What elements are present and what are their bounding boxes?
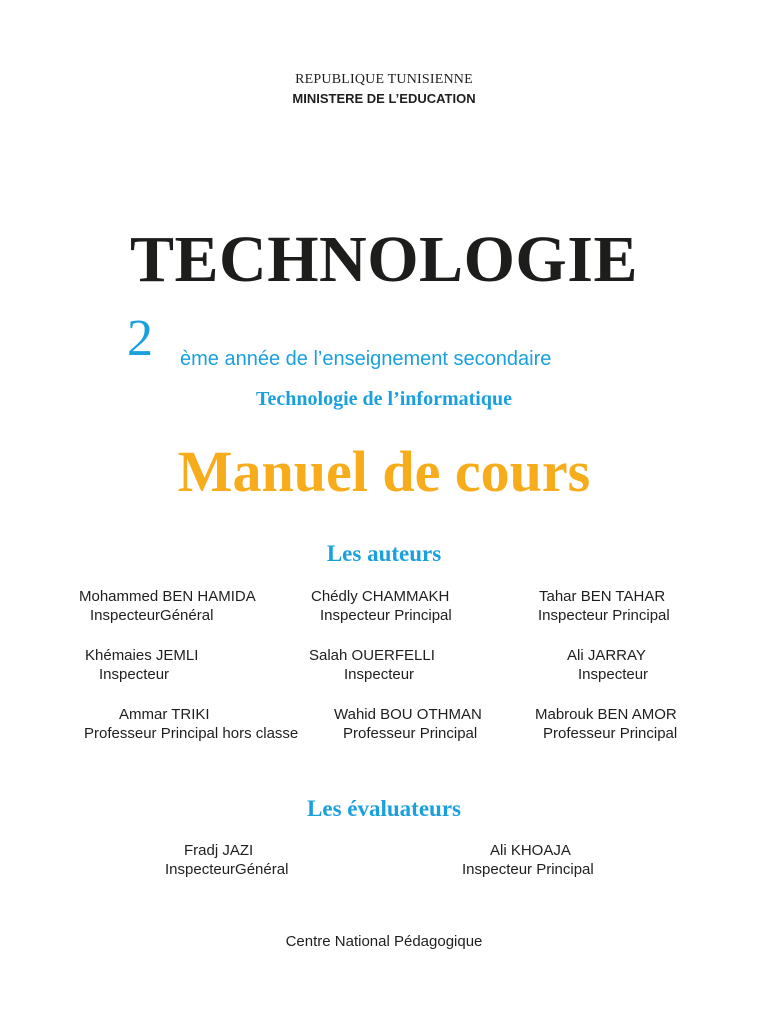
specialty-label: Technologie de l’informatique — [256, 388, 512, 410]
manual-title: Manuel de cours — [177, 439, 591, 504]
country-label: REPUBLIQUE TUNISIENNE — [295, 72, 473, 87]
evaluator-name: Ali KHOAJA — [490, 842, 571, 859]
evaluator-name: Fradj JAZI — [184, 842, 254, 859]
author-name: Khémaies JEMLI — [85, 647, 199, 664]
author-name: Salah OUERFELLI — [309, 647, 435, 664]
author-role: Inspecteur — [99, 666, 170, 683]
author-entry — [334, 705, 482, 743]
author-entry — [309, 646, 435, 684]
author-entry — [85, 646, 198, 684]
author-entry — [538, 587, 670, 625]
authors-heading: Les auteurs — [326, 541, 442, 566]
author-name: Ali JARRAY — [567, 647, 646, 664]
author-role: Professeur Principal — [343, 725, 478, 742]
book-title: TECHNOLOGIE — [130, 223, 638, 296]
ministry-label: MINISTERE DE L’EDUCATION — [292, 91, 476, 106]
author-entry — [84, 705, 298, 743]
grade-number: 2 — [127, 310, 153, 367]
author-role: Inspecteur Principal — [538, 607, 670, 624]
author-name: Tahar BEN TAHAR — [539, 588, 666, 605]
author-name: Ammar TRIKI — [119, 706, 210, 723]
publisher-label: Centre National Pédagogique — [285, 933, 483, 950]
author-role: Inspecteur — [344, 666, 415, 683]
author-entry — [535, 705, 677, 743]
author-name: Chédly CHAMMAKH — [311, 588, 450, 605]
author-role: Professeur Principal — [543, 725, 678, 742]
author-role: Inspecteur — [578, 666, 649, 683]
evaluator-role: InspecteurGénéral — [165, 861, 289, 878]
author-name: Mabrouk BEN AMOR — [535, 706, 677, 723]
author-role: Inspecteur Principal — [320, 607, 452, 624]
author-name: Wahid BOU OTHMAN — [334, 706, 482, 723]
author-entry — [311, 587, 452, 625]
author-entry — [79, 587, 256, 625]
evaluator-role: Inspecteur Principal — [462, 861, 594, 878]
author-role: InspecteurGénéral — [90, 607, 214, 624]
grade-text: ème année de l’enseignement secondaire — [180, 348, 552, 370]
evaluator-entry — [462, 841, 594, 879]
evaluator-entry — [165, 841, 288, 879]
author-name: Mohammed BEN HAMIDA — [79, 588, 256, 605]
author-role: Professeur Principal hors classe — [84, 725, 299, 742]
author-entry — [567, 646, 648, 684]
evaluators-heading: Les évaluateurs — [307, 796, 461, 821]
